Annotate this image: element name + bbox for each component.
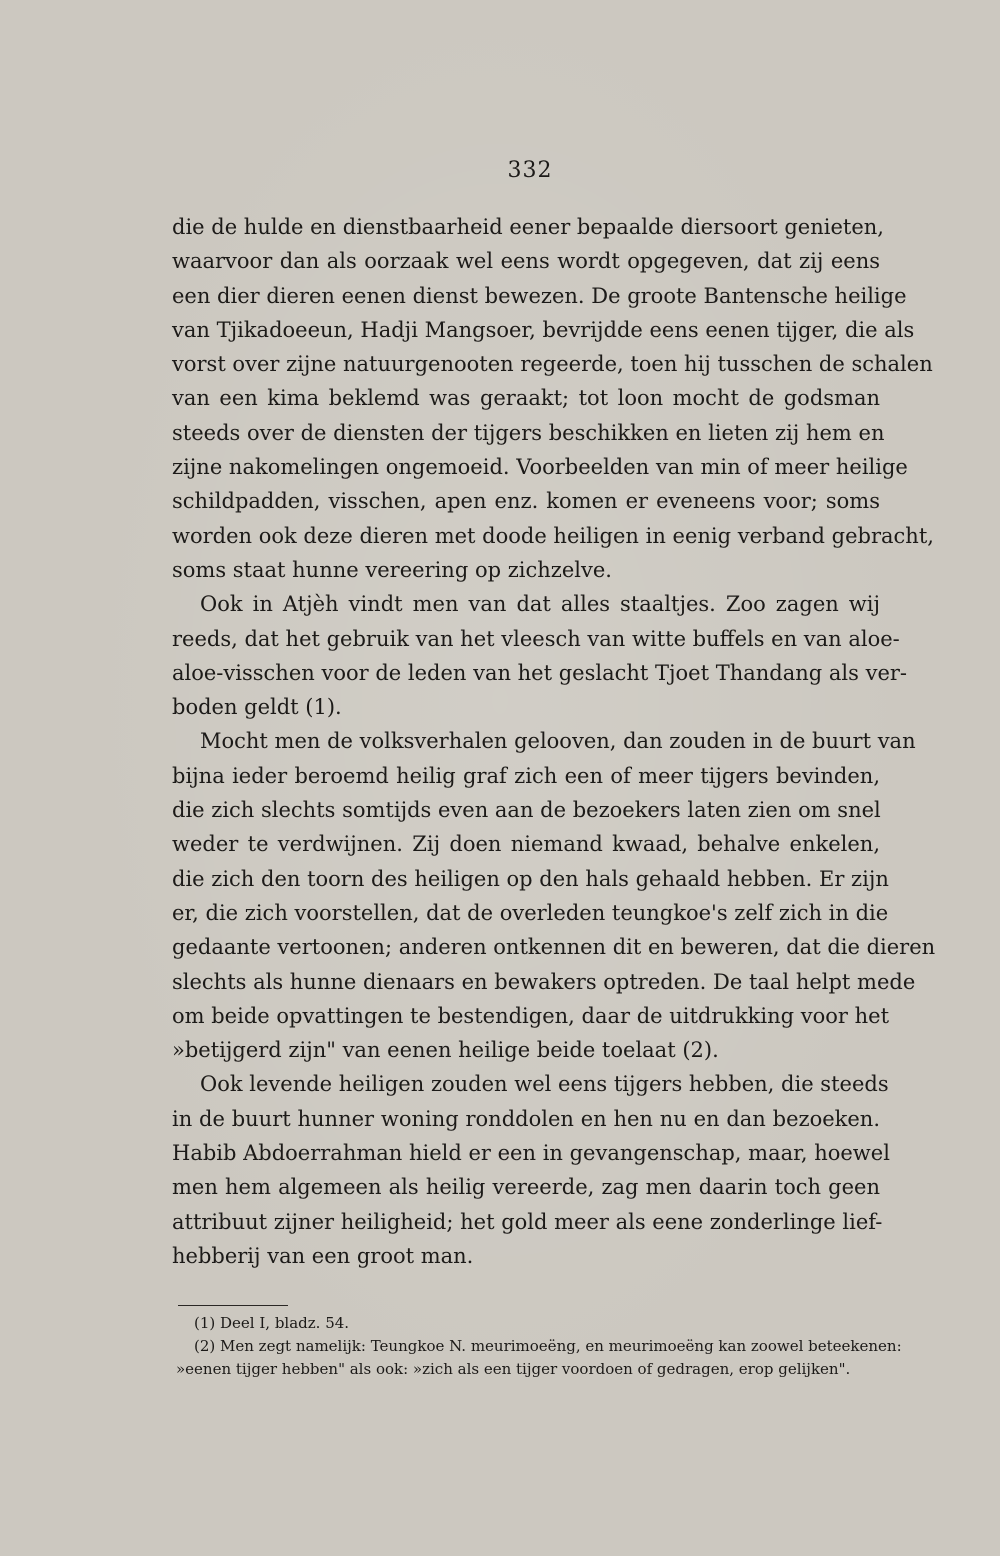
text-line: zijne nakomelingen ongemoeid. Voorbeelden van min of meer heilige <box>172 455 908 480</box>
paragraph-2 <box>172 587 908 724</box>
text-line: aloe-visschen voor de leden van het geslacht Tjoet Thandang als ver- <box>172 660 908 685</box>
text-line: die zich den toorn des heiligen op den hals gehaald hebben. Er zijn <box>172 866 889 891</box>
text-line: steeds over de diensten der tijgers beschikken en lieten zij hem en <box>172 420 885 445</box>
text-line: in de buurt hunner woning ronddolen en hen nu en dan bezoeken. <box>172 1106 880 1131</box>
text-line: schildpadden, visschen, apen enz. komen er eveneens voor; soms <box>172 489 880 514</box>
footnote-divider <box>178 1305 288 1306</box>
text-line: waarvoor dan als oorzaak wel eens wordt opgegeven, dat zij eens <box>172 249 880 274</box>
text-line: worden ook deze dieren met doode heiligen in eenig verband gebracht, <box>172 523 934 548</box>
paragraph-1 <box>172 210 934 587</box>
body-text <box>172 210 936 1273</box>
footnotes <box>176 1312 902 1381</box>
text-line: attribuut zijner heiligheid; het gold meer als eene zonderlinge lief- <box>172 1209 883 1234</box>
text-line: slechts als hunne dienaars en bewakers optreden. De taal helpt mede <box>172 969 916 994</box>
text-line: Ook levende heiligen zouden wel eens tijgers hebben, die steeds <box>200 1072 889 1097</box>
text-line: van een kima beklemd was geraakt; tot loon mocht de godsman <box>172 386 880 411</box>
text-line: er, die zich voorstellen, dat de overleden teungkoe's zelf zich in die <box>172 900 889 925</box>
text-line: een dier dieren eenen dienst bewezen. De groote Bantensche heilige <box>172 283 907 308</box>
text-line: »betijgerd zijn" van eenen heilige beide toelaat (2). <box>172 1038 719 1063</box>
paragraph-3 <box>172 724 936 1067</box>
text-line: soms staat hunne vereering op zichzelve. <box>172 557 612 582</box>
text-line: boden geldt (1). <box>172 695 342 720</box>
text-line: Mocht men de volksverhalen gelooven, dan zouden in de buurt van <box>200 729 916 754</box>
text-line: die de hulde en dienstbaarheid eener bepaalde diersoort genieten, <box>172 215 884 239</box>
text-line: Ook in Atjèh vindt men van dat alles staaltjes. Zoo zagen wij <box>200 592 880 617</box>
text-line: reeds, dat het gebruik van het vleesch van witte buffels en van aloe- <box>172 626 900 651</box>
text-line: bijna ieder beroemd heilig graf zich een of meer tijgers bevinden, <box>172 763 880 788</box>
text-line: weder te verdwijnen. Zij doen niemand kwaad, behalve enkelen, <box>172 832 880 857</box>
text-line: men hem algemeen als heilig vereerde, zag men daarin toch geen <box>172 1175 880 1200</box>
text-line: om beide opvattingen te bestendigen, daar de uitdrukking voor het <box>172 1003 890 1028</box>
page-number: 332 <box>507 158 553 183</box>
footnote-1: (1) Deel I, bladz. 54. <box>194 1314 350 1332</box>
footnote-2-line-1: (2) Men zegt namelijk: Teungkoe N. meurimoeëng, en meurimoeëng kan zoowel beteekenen: <box>194 1337 902 1355</box>
text-line: hebberij van een groot man. <box>172 1243 474 1268</box>
text-line: van Tjikadoeeun, Hadji Mangsoer, bevrijdde eens eenen tijger, die als <box>172 317 915 342</box>
footnote-2-line-2: »eenen tijger hebben" als ook: »zich als een tijger voordoen of gedragen, erop gelijken". <box>176 1360 851 1378</box>
text-line: vorst over zijne natuurgenooten regeerde, toen hij tusschen de schalen <box>172 352 933 377</box>
text-line: Habib Abdoerrahman hield er een in gevangenschap, maar, hoewel <box>172 1141 890 1166</box>
paragraph-4 <box>172 1067 890 1273</box>
text-line: die zich slechts somtijds even aan de bezoekers laten zien om snel <box>172 798 881 823</box>
text-line: gedaante vertoonen; anderen ontkennen dit en beweren, dat die dieren <box>172 935 936 960</box>
